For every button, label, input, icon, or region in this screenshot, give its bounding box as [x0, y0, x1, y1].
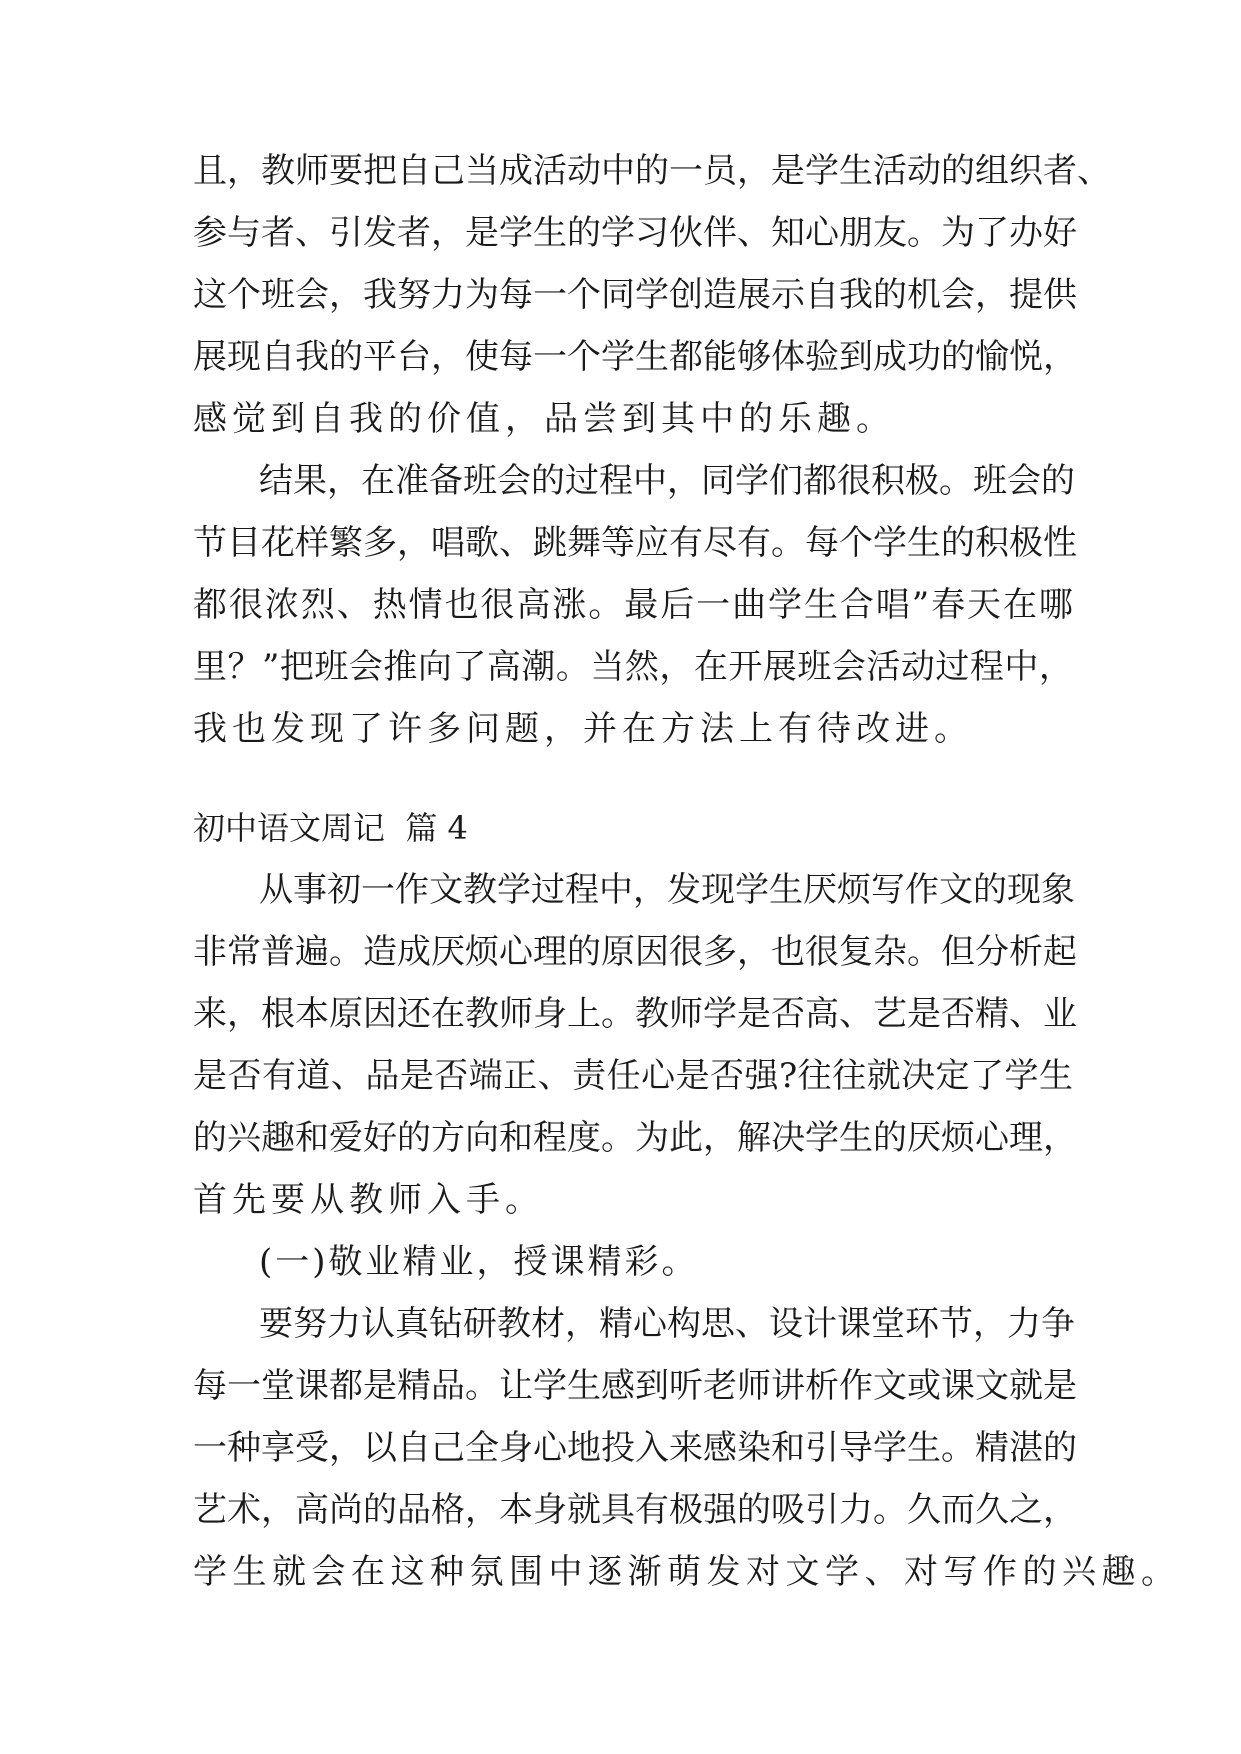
paragraph-line: 展 现 自 我 的 平 台 ， 使 每 一 个 学 生 都 能 够 体 验 到 成 功 的 愉 悦 ， — [193, 337, 1077, 377]
paragraph-line: 艺 术 ， 高 尚 的 品 格 ， 本 身 就 具 有 极 强 的 吸 引 力 。 久 而 久 之 ， — [193, 1490, 1077, 1530]
paragraph-line: 是 否 有 道 、 品 是 否 端 正 、 责 任 心 是 否 强 ? 往 往 就 决 定 了 学 生 — [193, 1056, 1073, 1096]
paragraph-line: 首先要从教师入手。 — [193, 1180, 544, 1220]
paragraph-line: 参 与 者 、 引 发 者 ， 是 学 生 的 学 习 伙 伴 、 知 心 朋 友 。 为 了 办 好 — [193, 213, 1077, 253]
paragraph-line: 的 兴 趣 和 爱 好 的 方 向 和 程 度 。 为 此 ， 解 决 学 生 的 厌 烦 心 理 ， — [193, 1118, 1077, 1158]
paragraph-line: 这 个 班 会 ， 我 努 力 为 每 一 个 同 学 创 造 展 示 自 我 的 机 会 ， 提 供 — [193, 275, 1077, 315]
subheading-line: (一)敬业精业，授课精彩。 — [259, 1242, 699, 1282]
paragraph-line: 非 常 普 遍 。 造 成 厌 烦 心 理 的 原 因 很 多 ， 也 很 复 杂 。 但 分 析 起 — [193, 932, 1077, 972]
paragraph-line: 从 事 初 一 作 文 教 学 过 程 中 ， 发 现 学 生 厌 烦 写 作 文 的 现 象 — [259, 870, 1075, 910]
paragraph-line: 里 ？ ” 把 班 会 推 向 了 高 潮 。 当 然 ， 在 开 展 班 会 活 动 过 程 中 ， — [193, 647, 1073, 687]
paragraph-line: 一 种 享 受 ， 以 自 己 全 身 心 地 投 入 来 感 染 和 引 导 学 生 。 精 湛 的 — [193, 1428, 1077, 1468]
paragraph-line: 每 一 堂 课 都 是 精 品 。 让 学 生 感 到 听 老 师 讲 析 作 文 或 课 文 就 是 — [193, 1366, 1077, 1406]
paragraph-line: 我也发现了许多问题，并在方法上有待改进。 — [193, 709, 973, 749]
paragraph-line: 都 很 浓 烈 、 热 情 也 很 高 涨 。 最 后 一 曲 学 生 合 唱 ” 春 天 在 哪 — [193, 585, 1073, 625]
section-heading: 初中语文周记 篇 4 — [193, 809, 468, 847]
paragraph-line: 且 ， 教 师 要 把 自 己 当 成 活 动 中 的 一 员 ， 是 学 生 活 动 的 组 织 者 、 — [193, 151, 1111, 191]
paragraph-line: 结 果 ， 在 准 备 班 会 的 过 程 中 ， 同 学 们 都 很 积 极 。 班 会 的 — [259, 461, 1075, 501]
paragraph-line: 来 ， 根 本 原 因 还 在 教 师 身 上 。 教 师 学 是 否 高 、 艺 是 否 精 、 业 — [193, 994, 1077, 1034]
paragraph-line: 节 目 花 样 繁 多 ， 唱 歌 、 跳 舞 等 应 有 尽 有 。 每 个 学 生 的 积 极 性 — [193, 523, 1077, 563]
paragraph-line: 学生就会在这种氛围中逐渐萌发对文学、对写作的兴趣。 — [193, 1552, 1181, 1592]
paragraph-line: 要 努 力 认 真 钻 研 教 材 ， 精 心 构 思 、 设 计 课 堂 环 节 ， 力 争 — [259, 1304, 1075, 1344]
paragraph-line: 感觉到自我的价值，品尝到其中的乐趣。 — [193, 399, 895, 439]
